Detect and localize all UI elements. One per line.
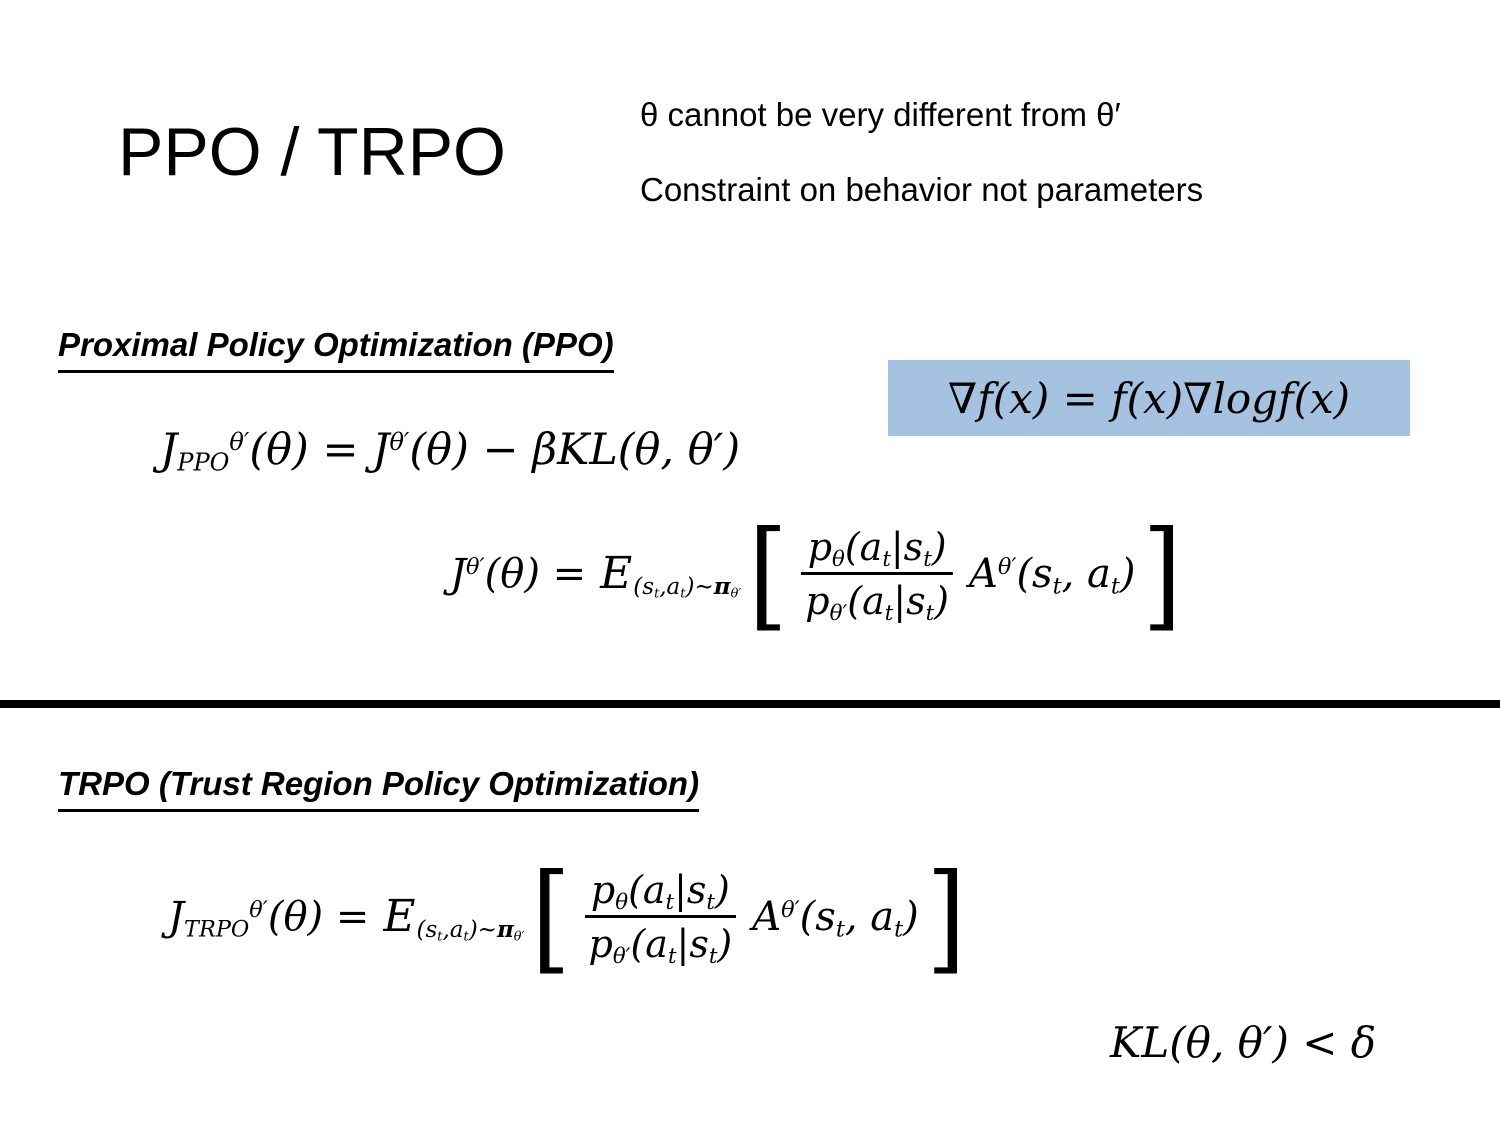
trpo-lhs-arg: (θ) = bbox=[267, 894, 370, 940]
formula-j-theta-expectation bbox=[450, 504, 1190, 643]
trpo-lhs bbox=[168, 894, 370, 943]
left-bracket-icon: [ bbox=[748, 504, 788, 643]
ppo-rhs-sup: θ′ bbox=[389, 428, 410, 457]
left-bracket-icon: [ bbox=[531, 847, 572, 986]
jtheta-importance-ratio bbox=[801, 525, 953, 626]
trpo-expectation-subscript: $(s_t,a_t)\sim\pi_{\theta'}$ bbox=[416, 916, 525, 946]
ppo-rhs-arg: (θ) − βKL(θ, θ′) bbox=[409, 425, 741, 475]
right-bracket-icon: ] bbox=[1142, 504, 1183, 643]
ppo-lhs-sub: PPO bbox=[177, 448, 230, 477]
page-title: PPO / TRPO bbox=[118, 114, 506, 190]
trpo-lhs-sub: TRPO bbox=[184, 916, 250, 943]
trpo-importance-ratio bbox=[585, 868, 737, 969]
highlight-formula: ∇f(x) = f(x)∇logf(x) bbox=[947, 373, 1351, 423]
jtheta-lhs-arg: (θ) = bbox=[484, 551, 587, 597]
note-line-2: Constraint on behavior not parameters bbox=[640, 171, 1204, 208]
section-divider bbox=[0, 700, 1500, 708]
trpo-expectation-symbol: E bbox=[383, 890, 416, 942]
jtheta-lhs-sup: θ′ bbox=[466, 554, 485, 581]
trpo-lhs-base: J bbox=[168, 894, 185, 940]
jtheta-denominator: $p_{\theta'}(a_t|s_t)$ bbox=[805, 579, 949, 626]
jtheta-lhs bbox=[450, 551, 586, 597]
ppo-lhs-base: J bbox=[160, 425, 178, 475]
jtheta-advantage: $A^{\theta'}(s_t$, $a_t$) bbox=[968, 551, 1136, 600]
jtheta-expectation-symbol: E bbox=[600, 547, 633, 599]
note-line-1: θ cannot be very different from θ′ bbox=[640, 96, 1121, 133]
title-notes bbox=[640, 98, 1460, 248]
section-heading-trpo: TRPO (Trust Region Policy Optimization) bbox=[58, 765, 699, 812]
jtheta-numerator: $p_\theta(a_t|s_t)$ bbox=[807, 525, 947, 572]
trpo-advantage: $A^{\theta'}(s_t$, $a_t$) bbox=[752, 894, 919, 943]
ppo-lhs-sup: θ′ bbox=[229, 428, 250, 457]
trpo-lhs-sup: θ′ bbox=[249, 897, 268, 924]
right-bracket-icon: ] bbox=[926, 847, 966, 986]
formula-ppo-objective bbox=[160, 425, 740, 475]
jtheta-expectation-operator bbox=[600, 548, 741, 601]
ppo-lhs-arg: (θ) = bbox=[249, 425, 373, 475]
formula-trpo-objective bbox=[168, 847, 973, 986]
ppo-rhs-base: J bbox=[372, 425, 390, 475]
jtheta-lhs-base: J bbox=[450, 551, 467, 597]
section-heading-ppo: Proximal Policy Optimization (PPO) bbox=[58, 326, 614, 373]
jtheta-expectation-subscript: $(s_t,a_t)\sim\pi_{\theta'}$ bbox=[633, 573, 742, 603]
trpo-denominator: $p_{\theta'}(a_t|s_t)$ bbox=[588, 922, 733, 969]
trpo-expectation-operator bbox=[383, 891, 524, 944]
trpo-numerator: $p_\theta(a_t|s_t)$ bbox=[590, 868, 730, 915]
highlight-box-gradient-identity bbox=[888, 360, 1410, 436]
formula-kl-constraint: KL(θ, θ′) < δ bbox=[1110, 1018, 1377, 1067]
